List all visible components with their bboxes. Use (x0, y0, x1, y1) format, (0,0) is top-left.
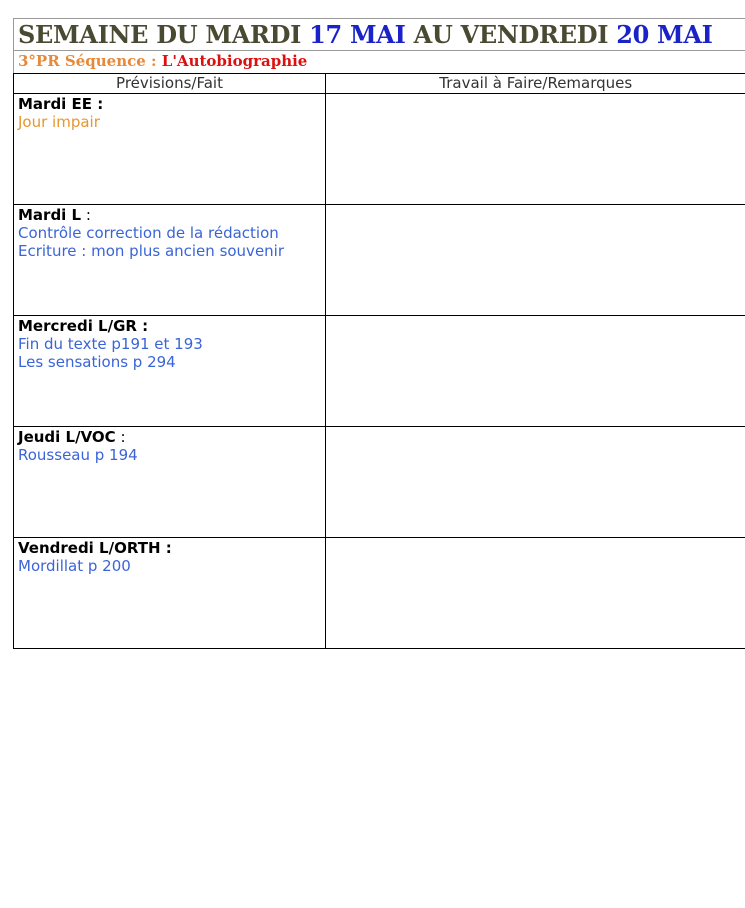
plan-line: Jour impair (18, 113, 100, 131)
day-row (14, 205, 745, 316)
plan-line: Ecriture : mon plus ancien souvenir (18, 242, 285, 260)
remarks-cell[interactable] (326, 205, 745, 316)
plan-line: Contrôle correction de la rédaction (18, 224, 279, 242)
previsions-cell[interactable] (14, 94, 326, 205)
day-row (14, 94, 745, 205)
day-label: Mardi EE : (18, 95, 104, 113)
day-label: Vendredi L/ORTH : (18, 539, 172, 557)
week-title-part1: SEMAINE DU MARDI (18, 20, 310, 49)
remarks-cell[interactable] (326, 316, 745, 427)
plan-line: Les sensations p 294 (18, 353, 176, 371)
day-label: Mardi L : (18, 206, 91, 224)
day-row (14, 316, 745, 427)
week-title (13, 18, 745, 51)
previsions-cell[interactable] (14, 316, 326, 427)
header-previsions: Prévisions/Fait (14, 74, 326, 94)
sequence-line (13, 51, 745, 73)
week-title-part2: AU VENDREDI (405, 20, 617, 49)
header-row (14, 74, 745, 94)
plan-line: Fin du texte p191 et 193 (18, 335, 203, 353)
week-start-date: 17 MAI (309, 20, 406, 49)
plan-line: Mordillat p 200 (18, 557, 131, 575)
previsions-cell[interactable] (14, 205, 326, 316)
day-row (14, 427, 745, 538)
schedule-table (13, 73, 745, 649)
week-end-date: 20 MAI (616, 20, 713, 49)
previsions-cell[interactable] (14, 538, 326, 649)
header-travail: Travail à Faire/Remarques (326, 74, 745, 94)
remarks-cell[interactable] (326, 427, 745, 538)
remarks-cell[interactable] (326, 538, 745, 649)
remarks-cell[interactable] (326, 94, 745, 205)
day-label: Jeudi L/VOC : (18, 428, 126, 446)
previsions-cell[interactable] (14, 427, 326, 538)
day-label: Mercredi L/GR : (18, 317, 149, 335)
planning-sheet (13, 18, 745, 649)
sequence-name: L'Autobiographie (161, 52, 308, 70)
day-row (14, 538, 745, 649)
sequence-prefix: 3°PR Séquence : (18, 52, 162, 70)
plan-line: Rousseau p 194 (18, 446, 138, 464)
